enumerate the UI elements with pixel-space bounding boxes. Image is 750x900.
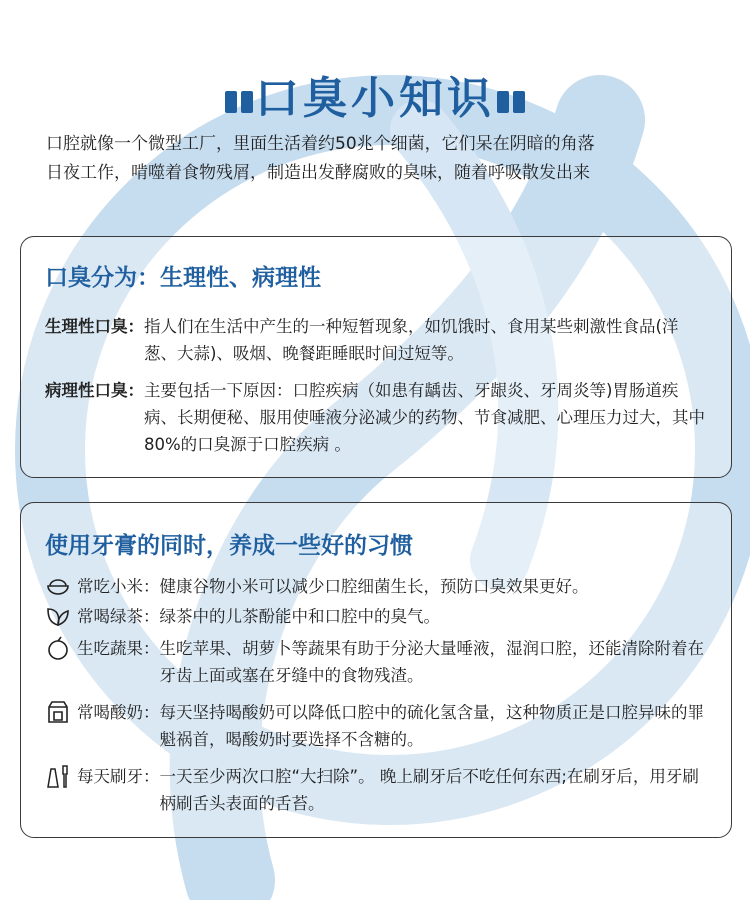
title-text: 口臭小知识 (255, 73, 495, 124)
tea-leaf-icon (45, 603, 71, 629)
list-item (45, 377, 711, 458)
item-text: 健康谷物小米可以减少口腔细菌生长，预防口臭效果更好。 (159, 577, 589, 596)
intro-text (46, 130, 716, 188)
item-text: 绿茶中的儿茶酚能中和口腔中的臭气。 (159, 607, 440, 626)
item-label: 生理性口臭： (45, 317, 144, 336)
item-label: 常喝酸奶： (77, 703, 160, 722)
book-icon (225, 91, 237, 113)
good-habits-card (20, 502, 732, 838)
page-title (0, 62, 750, 126)
item-label: 每天刷牙： (77, 767, 160, 786)
book-icon (513, 91, 525, 113)
apple-icon (45, 635, 71, 661)
list-item (45, 573, 711, 600)
yogurt-icon (45, 699, 71, 725)
item-text: 一天至少两次口腔“大扫除”。 晚上刷牙后不吃任何东西;在刷牙后，用牙刷柄刷舌头表面的舌苔。 (159, 767, 699, 813)
toothbrush-icon (45, 763, 71, 789)
item-label: 生吃蔬果： (77, 639, 160, 658)
book-icon (241, 91, 253, 113)
book-icon (497, 91, 509, 113)
list-item (45, 603, 711, 630)
item-text: 指人们在生活中产生的一种短暂现象，如饥饿时、食用某些刺激性食品(洋葱、大蒜)、吸烟、晚餐距睡眠时间过短等。 (144, 317, 679, 363)
item-text: 每天坚持喝酸奶可以降低口腔中的硫化氢含量，这种物质正是口腔异味的罪魁祸首，喝酸奶时要选择不含糖的。 (159, 703, 704, 749)
card-heading: 使用牙膏的同时，养成一些好的习惯 (45, 532, 413, 559)
item-text: 生吃苹果、胡萝卜等蔬果有助于分泌大量唾液，湿润口腔，还能清除附着在牙齿上面或塞在牙缝中的食物残渣。 (159, 639, 704, 685)
list-item (45, 313, 711, 367)
item-label: 病理性口臭： (45, 381, 144, 400)
card-heading: 口臭分为：生理性、病理性 (45, 264, 321, 291)
list-item (45, 699, 711, 753)
intro-line: 日夜工作，啃噬着食物残屑，制造出发酵腐败的臭味，随着呼吸散发出来 (46, 163, 590, 183)
intro-line: 口腔就像一个微型工厂，里面生活着约50兆个细菌，它们呆在阴暗的角落 (46, 134, 595, 154)
item-label: 常吃小米： (77, 577, 160, 596)
rice-bowl-icon (45, 573, 71, 599)
list-item (45, 635, 711, 689)
halitosis-types-card (20, 236, 732, 478)
item-label: 常喝绿茶： (77, 607, 160, 626)
list-item (45, 763, 711, 817)
item-text: 主要包括一下原因：口腔疾病（如患有龋齿、牙龈炎、牙周炎等)胃肠道疾病、长期便秘、服用使唾液分泌减少的药物、节食减肥、心理压力过大，其中80%的口臭源于口腔疾病 。 (144, 381, 705, 454)
